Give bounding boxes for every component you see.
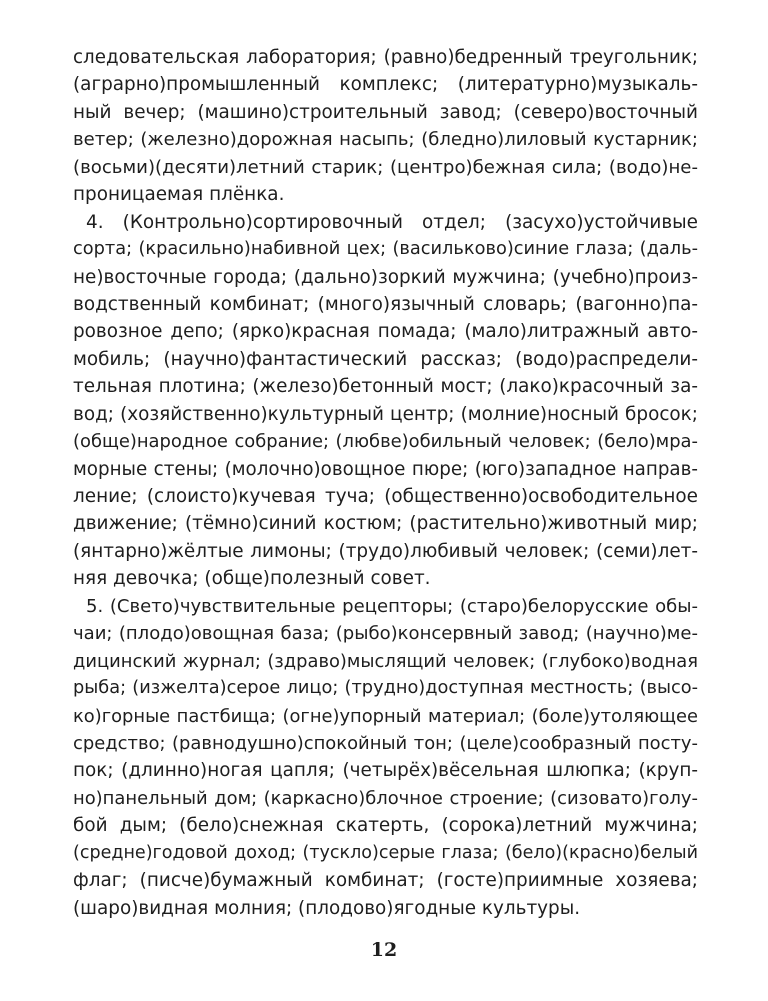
text-line: сорта; (красильно)набивной цех; (васильково)синие глаза; (даль- — [73, 239, 698, 260]
text-line: не)восточные города; (дально)зоркий мужчина; (учебно)произ- — [73, 266, 698, 288]
text-line: (шаро)видная молния; (плодово)ягодные культуры. — [73, 897, 581, 919]
page-number: 12 — [370, 939, 398, 961]
text-line: чаи; (плодо)овощная база; (рыбо)консервный завод; (научно)ме- — [73, 623, 698, 645]
text-line: водственный комбинат; (много)язычный словарь; (вагонно)па- — [73, 293, 698, 315]
text-line: (аграрно)промышленный комплекс; (литературно)музыкаль- — [73, 74, 698, 96]
text-line: пок; (длинно)ногая цапля; (четырёх)вёсельная шлюпка; (круп- — [73, 760, 698, 782]
text-line: (обще)народное собрание; (любве)обильный человек; (бело)мра- — [73, 431, 698, 453]
text-line: вод; (хозяйственно)культурный центр; (молние)носный бросок; — [73, 403, 698, 425]
text-line: (янтарно)жёлтые лимоны; (трудо)любивый человек; (семи)лет- — [73, 540, 698, 562]
text-line: ровозное депо; (ярко)красная помада; (мало)литражный авто- — [73, 321, 698, 343]
text-line: следовательская лаборатория; (равно)бедренный треугольник; — [73, 47, 698, 68]
text-line: движение; (тёмно)синий костюм; (растительно)животный мир; — [73, 513, 698, 535]
text-line: ко)горные пастбища; (огне)упорный материал; (боле)утоляющее — [73, 705, 698, 727]
text-line: но)панельный дом; (каркасно)блочное строение; (сизовато)голу- — [73, 787, 698, 809]
text-line: ный вечер; (машино)строительный завод; (северо)восточный — [73, 101, 698, 123]
text-body — [73, 44, 698, 922]
text-line: бой дым; (бело)снежная скатерть, (сорока)летний мужчина; — [73, 815, 698, 837]
text-line: ление; (слоисто)кучевая туча; (общественно)освободительное — [73, 486, 698, 507]
text-line: мобиль; (научно)фантастический рассказ; (водо)распредели- — [73, 348, 698, 370]
text-line: флаг; (писче)бумажный комбинат; (госте)приимные хозяева; — [73, 870, 698, 892]
text-line: средство; (равнодушно)спокойный тон; (целе)сообразный посту- — [73, 732, 698, 754]
exercise-4-first-line: 4. (Контрольно)сортировочный отдел; (засухо)устойчивые — [86, 211, 698, 233]
text-line: морные стены; (молочно)овощное пюре; (юго)западное направ- — [73, 458, 698, 480]
text-line: (восьми)(десяти)летний старик; (центро)бежная сила; (водо)не- — [73, 156, 698, 178]
exercise-5-first-line: 5. (Свето)чувствительные рецепторы; (старо)белорусские обы- — [86, 595, 698, 617]
text-line: ветер; (железно)дорожная насыпь; (бледно)лиловый кустарник; — [73, 129, 698, 151]
text-line: тельная плотина; (железо)бетонный мост; (лако)красочный за- — [73, 376, 698, 398]
text-line: (средне)годовой доход; (тускло)серые глаза; (бело)(красно)белый — [73, 842, 698, 863]
text-line: няя девочка; (обще)полезный совет. — [73, 568, 431, 590]
text-line: проницаемая плёнка. — [73, 184, 285, 206]
text-line: рыба; (изжелта)серое лицо; (трудно)доступная местность; (высо- — [73, 678, 698, 699]
text-line: дицинский журнал; (здраво)мыслящий человек; (глубоко)водная — [73, 650, 698, 672]
